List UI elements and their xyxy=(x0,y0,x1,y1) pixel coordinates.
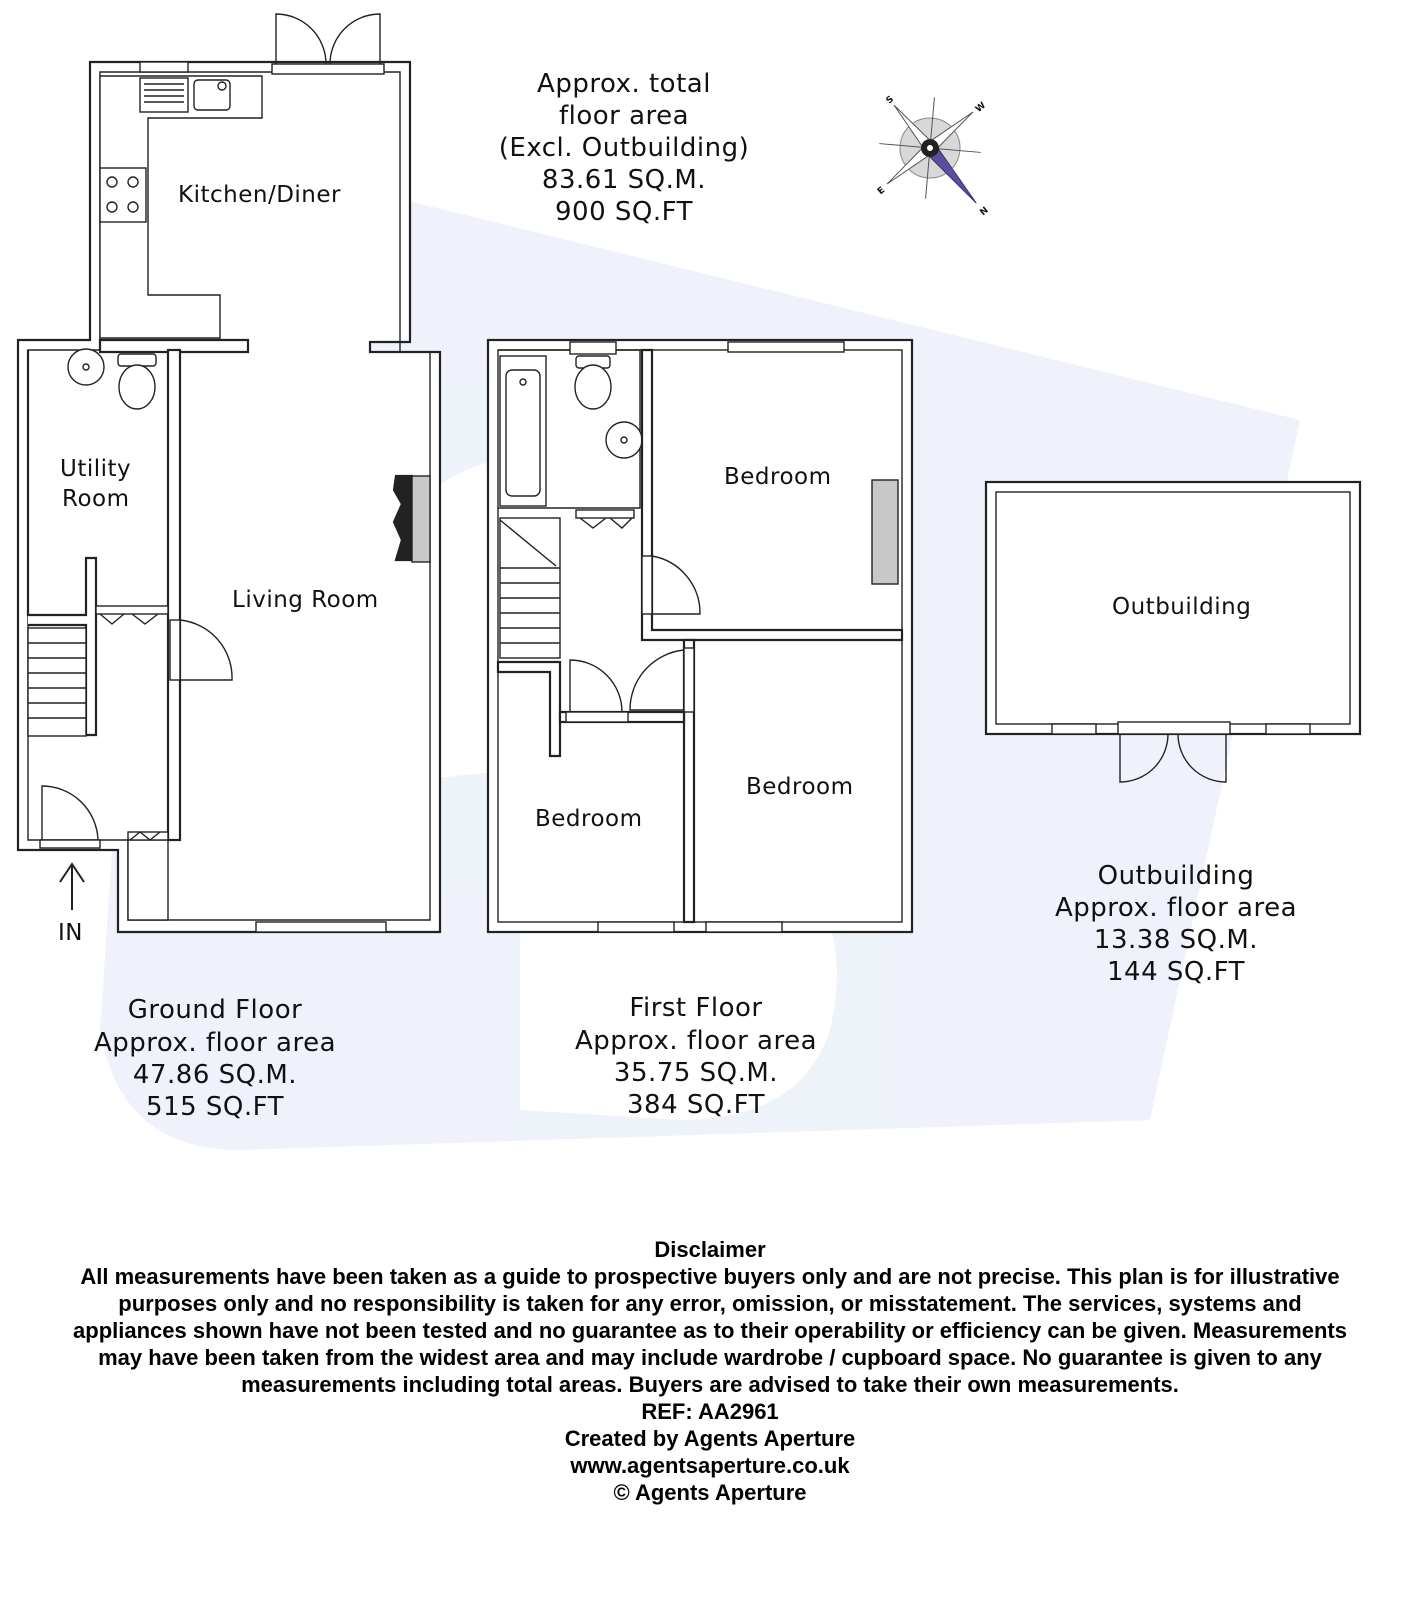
living-room-window xyxy=(256,922,386,932)
room-label-bedroom-right: Bedroom xyxy=(746,774,854,800)
disclaimer-ref: REF: AA2961 xyxy=(641,1399,779,1424)
compass-label-s: S xyxy=(884,94,897,107)
outbuilding-area-title: Outbuilding xyxy=(1097,861,1255,891)
disclaimer-body: All measurements have been taken as a guide to prospective buyers only and are not precise. This plan is for illustrative purposes only and no responsibility is taken for any error, omission, or misstatement. The services, systems and appliances shown have not been tested and no guarantee as to their operability or efficiency can be given. Measurements may have been taken from the widest area and may include wardrobe / cupboard space. No guarantee is given to any measurements including total areas. Buyers are advised to take their own measurements. xyxy=(73,1264,1347,1397)
outbuilding-door-frame xyxy=(1118,722,1230,734)
room-label-kitchen: Kitchen/Diner xyxy=(178,182,341,208)
outbuilding-area-sqft: 144 SQ.FT xyxy=(1106,957,1246,987)
first-floor-title: First Floor xyxy=(629,993,763,1023)
cupboard-door-frame xyxy=(96,606,168,614)
outbuilding-area-label: Approx. floor area xyxy=(1054,893,1298,923)
bedroom-left-window xyxy=(598,922,674,932)
kitchen-door-swing-right xyxy=(330,14,380,64)
kitchen-door-swing-left xyxy=(276,14,326,64)
summary-line3: (Excl. Outbuilding) xyxy=(498,133,750,163)
ground-floor-sqm: 47.86 SQ.M. xyxy=(132,1060,298,1090)
room-label-utility-line1: Utility xyxy=(60,456,132,482)
room-label-utility-line2: Room xyxy=(62,486,130,512)
utility-toilet-bowl xyxy=(119,365,155,409)
understairs-cupboard xyxy=(128,840,168,920)
kitchen-hob xyxy=(100,168,146,222)
utility-toilet-cistern xyxy=(118,354,156,366)
room-label-outbuilding: Outbuilding xyxy=(1112,594,1252,620)
compass-label-n: N xyxy=(978,205,991,219)
room-label-bedroom-top: Bedroom xyxy=(724,464,832,490)
ground-stairs xyxy=(28,628,86,736)
summary-line2: floor area xyxy=(558,101,690,131)
entrance-label: IN xyxy=(58,920,83,946)
compass-label-w: W xyxy=(974,100,989,115)
ground-floor-title: Ground Floor xyxy=(127,995,303,1025)
outbuilding-window-right xyxy=(1266,724,1310,734)
summary-line4: 83.61 SQ.M. xyxy=(541,165,707,195)
ground-floor-area-label: Approx. floor area xyxy=(93,1028,337,1058)
bathroom-window xyxy=(570,342,616,354)
bedroom-chimney-breast xyxy=(872,480,898,584)
bedroom-right-window xyxy=(706,922,782,932)
summary-line5: 900 SQ.FT xyxy=(554,197,694,227)
room-label-bedroom-left: Bedroom xyxy=(535,806,643,832)
ground-floor-sqft: 515 SQ.FT xyxy=(145,1092,285,1122)
compass-rose xyxy=(835,52,1041,260)
disclaimer-copyright: © Agents Aperture xyxy=(613,1480,807,1505)
total-area-summary xyxy=(499,69,749,227)
disclaimer-block xyxy=(60,1236,1360,1506)
first-floor-sqft: 384 SQ.FT xyxy=(626,1090,766,1120)
first-floor-sqm: 35.75 SQ.M. xyxy=(613,1058,779,1088)
bathroom-toilet-bowl xyxy=(575,365,611,409)
outbuilding-window-left xyxy=(1052,724,1096,734)
living-room-door-frame xyxy=(170,620,180,680)
first-stairs xyxy=(500,518,560,658)
kitchen-window xyxy=(140,62,188,72)
living-fireplace-hearth xyxy=(412,476,430,562)
room-label-living: Living Room xyxy=(232,587,379,613)
bedroom-top-window xyxy=(728,342,844,352)
first-floor-plan xyxy=(488,340,912,932)
kitchen-sink-drainer xyxy=(140,78,188,112)
kitchen-french-door-frame xyxy=(272,64,384,74)
disclaimer-website: www.agentsaperture.co.uk xyxy=(570,1453,850,1478)
front-door-frame xyxy=(40,840,100,848)
summary-line1: Approx. total xyxy=(537,69,711,99)
disclaimer-created-by: Created by Agents Aperture xyxy=(564,1426,856,1451)
living-room-west-wall xyxy=(168,350,180,840)
first-floor-area-label: Approx. floor area xyxy=(574,1026,818,1056)
outbuilding-area-sqm: 13.38 SQ.M. xyxy=(1093,925,1259,955)
compass-label-e: E xyxy=(875,185,888,198)
disclaimer-heading: Disclaimer xyxy=(654,1237,766,1262)
